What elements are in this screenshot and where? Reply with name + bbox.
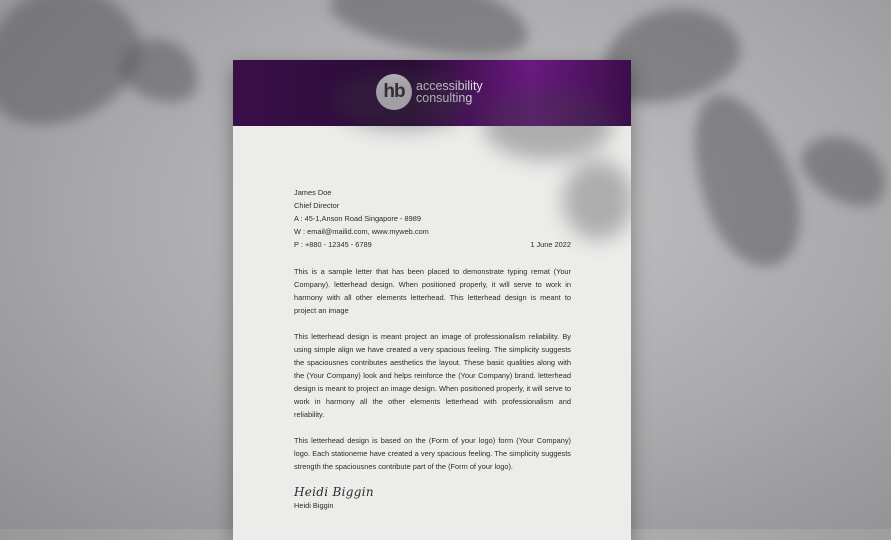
background-leaf-shadow <box>325 0 534 67</box>
letter-content <box>294 186 571 510</box>
sender-name: James Doe <box>294 188 332 197</box>
body-paragraph: This letterhead design is based on the (Form of your logo) form (Your Company) logo. Each stationeme have created a very spacious feeling. The simplicity suggests strength the spaciousnes contribute part of the (Form of your logo). <box>294 436 571 471</box>
paper-leaf-shadow <box>563 160 631 240</box>
body-paragraph: This is a sample letter that has been placed to demonstrate typing remat (Your Company). letterhead design. When positioned properly, it will serve to work in harmony with all other elements letterhead. This letterhead design is meant to project an image <box>294 267 571 315</box>
handwritten-signature: Heidi Biggin <box>294 485 374 499</box>
sender-phone-row <box>294 238 571 251</box>
logo-mark: hb <box>376 74 412 110</box>
sender-title: Chief Director <box>294 201 340 210</box>
sender-phone: P : +880 - 12345 - 6789 <box>294 240 372 249</box>
sender-block <box>294 186 571 251</box>
paper-leaf-shadow <box>483 90 613 160</box>
body-paragraph: This letterhead design is meant project an image of professionalism reliability. By using simple align we have created a very spacious feeling. The simplicity suggests the spaciousnes contributes aesthetics the layout. These basic qualities along with the (Your Company) look and helps reinforce the (Your Company) brand. letterhead design is meant to project an image design. When positioned properly, it will serve to work in harmony all the other elements letterhead with professionalism and reliability. <box>294 332 571 419</box>
paper-leaf-shadow <box>333 70 473 130</box>
letterhead-page <box>233 60 631 540</box>
logo-text-line2: consulting <box>416 91 473 105</box>
sender-web: W : email@mailid.com, www.myweb.com <box>294 227 429 236</box>
background-leaf-shadow <box>791 122 891 219</box>
signer-name: Heidi Biggin <box>294 501 334 510</box>
sender-address: A : 45-1,Anson Road Singapore - 8989 <box>294 214 421 223</box>
logo-text-line1: accessibility <box>416 79 483 93</box>
background-leaf-shadow <box>672 80 818 280</box>
letter-date: 1 June 2022 <box>530 240 571 249</box>
